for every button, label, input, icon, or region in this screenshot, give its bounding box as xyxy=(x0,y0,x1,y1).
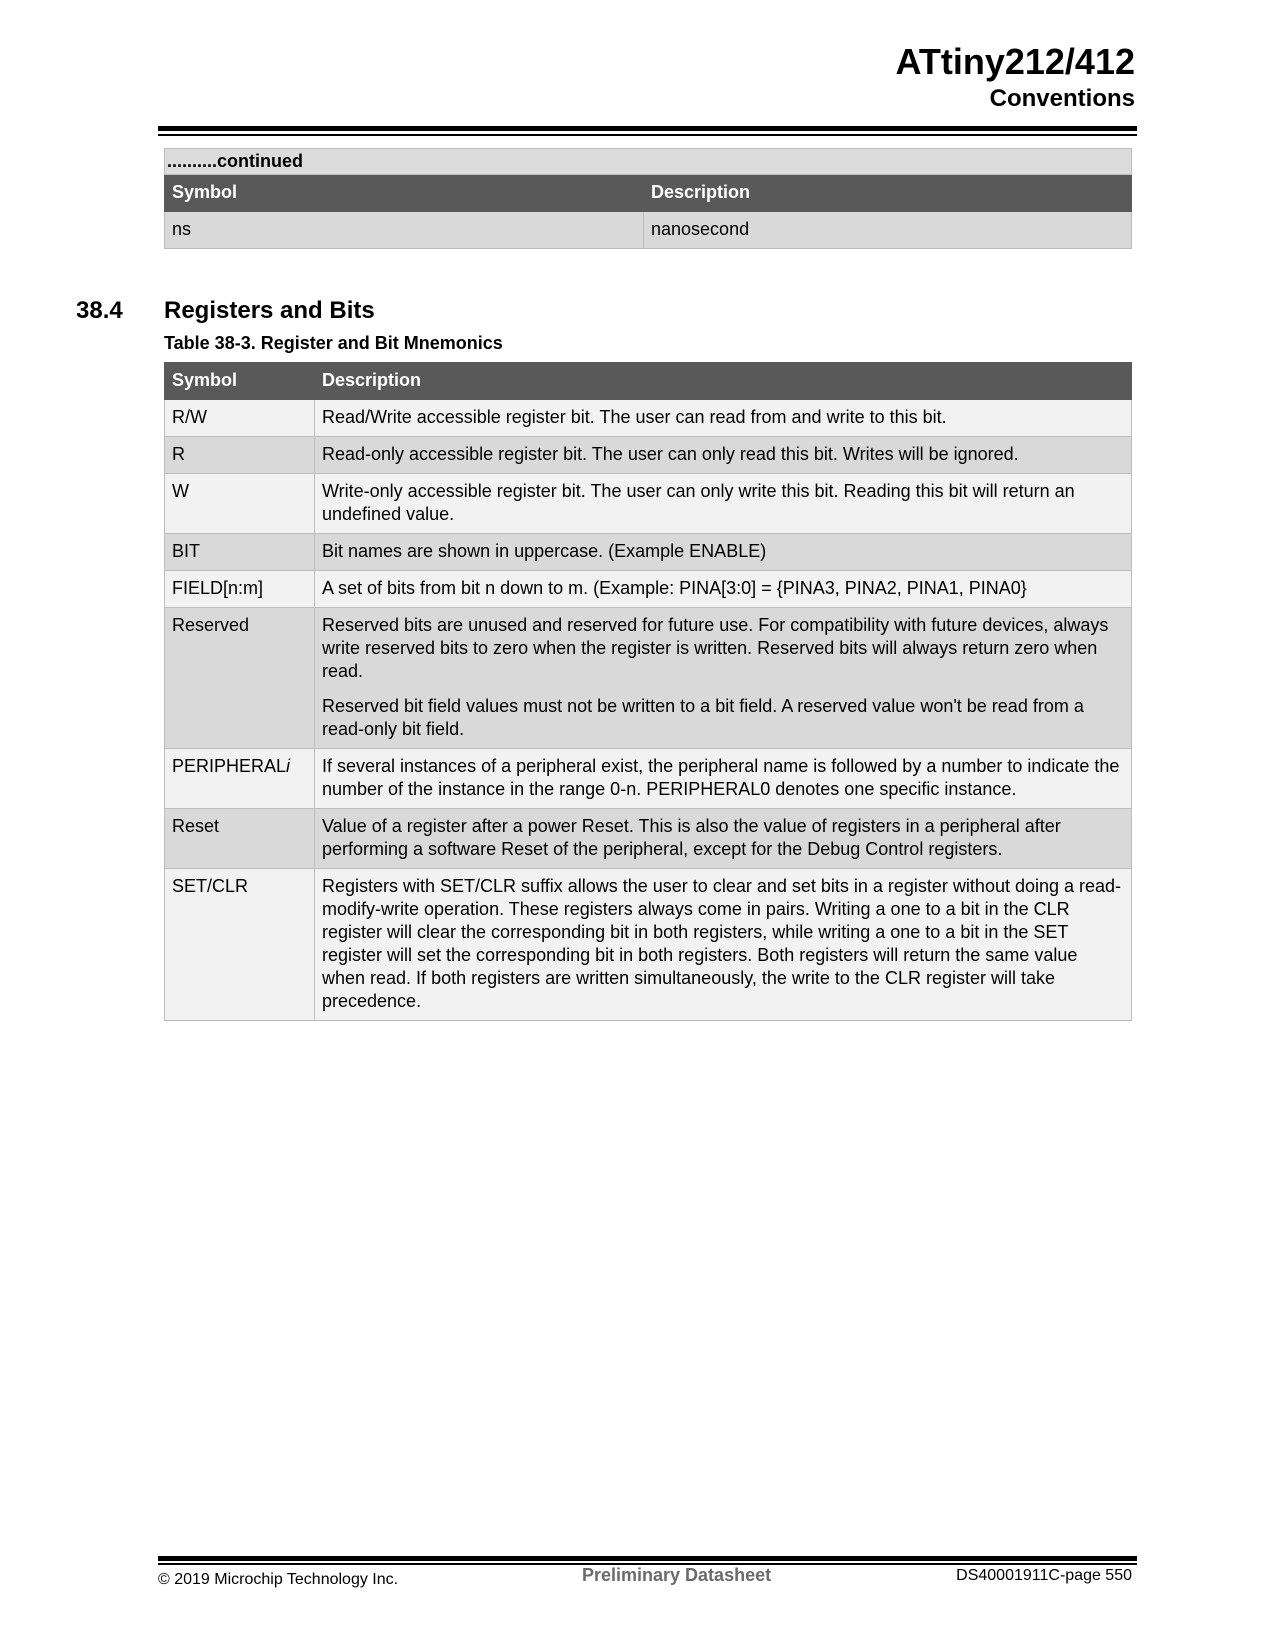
description-paragraph: Bit names are shown in uppercase. (Example ENABLE) xyxy=(322,541,767,561)
col-symbol: Symbol xyxy=(165,363,315,400)
table-row xyxy=(165,809,1132,869)
table-row xyxy=(165,437,1132,474)
symbol-cell xyxy=(165,608,315,749)
section-title: Registers and Bits xyxy=(164,297,375,324)
table-row xyxy=(165,869,1132,1021)
table-row xyxy=(165,534,1132,571)
symbol-text: PERIPHERAL xyxy=(172,756,287,776)
symbol-cell xyxy=(165,869,315,1021)
symbol-text: SET/CLR xyxy=(172,876,249,896)
symbol-text: Reset xyxy=(172,816,220,836)
description-paragraph: Read/Write accessible register bit. The user can read from and write to this bit. xyxy=(322,407,947,427)
page-header xyxy=(896,40,1135,114)
section-number: 38.4 xyxy=(76,297,123,324)
description-paragraph: Read-only accessible register bit. The user can only read this bit. Writes will be ignored. xyxy=(322,444,1019,464)
symbol-text: W xyxy=(172,481,189,501)
table-row xyxy=(165,400,1132,437)
continued-col-description: Description xyxy=(644,175,1132,212)
symbol-cell xyxy=(165,749,315,809)
continued-label: ..........continued xyxy=(165,149,1132,175)
symbol-cell xyxy=(165,571,315,608)
symbol-cell: ns xyxy=(165,212,644,249)
table-row xyxy=(165,608,1132,749)
footer-rule-thick xyxy=(158,1556,1137,1561)
description-paragraph: Write-only accessible register bit. The user can only write this bit. Reading this bit will return an undefined value. xyxy=(322,481,1075,524)
footer-status: Preliminary Datasheet xyxy=(582,1565,772,1585)
description-cell xyxy=(315,534,1132,571)
table-row xyxy=(165,571,1132,608)
description-paragraph: Registers with SET/CLR suffix allows the user to clear and set bits in a register without doing a read-modify-write operation. These registers always come in pairs. Writing a one to a bit in the CLR register will clear the corresponding bit in both registers, while writing a one to a bit in the SET register will set the corresponding bit in both registers. Both registers will return the same value when read. If both registers are written simultaneously, the write to the CLR register will take precedence. xyxy=(322,876,1122,1011)
description-cell xyxy=(315,809,1132,869)
symbol-cell xyxy=(165,437,315,474)
footer-page-ref: DS40001911C-page 550 xyxy=(956,1567,1132,1584)
description-cell xyxy=(315,437,1132,474)
description-cell xyxy=(315,869,1132,1021)
symbol-cell xyxy=(165,400,315,437)
description-paragraph: A set of bits from bit n down to m. (Example: PINA[3:0] = {PINA3, PINA2, PINA1, PINA0} xyxy=(322,578,1027,598)
table-row xyxy=(165,749,1132,809)
description-cell xyxy=(315,571,1132,608)
continued-table xyxy=(164,148,1132,249)
mnemonics-table xyxy=(164,362,1132,1021)
header-rule-thick xyxy=(158,126,1137,131)
symbol-text: R xyxy=(172,444,185,464)
symbol-text: R/W xyxy=(172,407,207,427)
section-heading xyxy=(76,297,375,325)
table-row xyxy=(165,212,1132,249)
description-cell xyxy=(315,608,1132,749)
header-rule-thin xyxy=(158,134,1137,136)
symbol-cell xyxy=(165,809,315,869)
header-section-title: Conventions xyxy=(989,85,1135,112)
symbol-text: FIELD[n:m] xyxy=(172,578,264,598)
symbol-text: Reserved xyxy=(172,615,250,635)
description-cell: nanosecond xyxy=(644,212,1132,249)
description-paragraph: Reserved bits are unused and reserved for future use. For compatibility with future devices, always write reserved bits to zero when the register is written. Reserved bits will always return zero when read. xyxy=(322,615,1109,681)
continued-col-symbol: Symbol xyxy=(165,175,644,212)
description-cell xyxy=(315,749,1132,809)
table-row xyxy=(165,474,1132,534)
col-description: Description xyxy=(315,363,1132,400)
symbol-text: BIT xyxy=(172,541,201,561)
table-caption: Table 38-3. Register and Bit Mnemonics xyxy=(164,333,503,353)
footer-copyright: © 2019 Microchip Technology Inc. xyxy=(158,1571,399,1588)
document-title: ATtiny212/412 xyxy=(895,41,1135,82)
description-paragraph: Reserved bit field values must not be written to a bit field. A reserved value won't be read from a read-only bit field. xyxy=(322,696,1084,739)
description-cell xyxy=(315,400,1132,437)
symbol-cell xyxy=(165,534,315,571)
description-paragraph: Value of a register after a power Reset. This is also the value of registers in a peripheral after performing a software Reset of the peripheral, except for the Debug Control registers. xyxy=(322,816,1061,859)
description-paragraph: If several instances of a peripheral exist, the peripheral name is followed by a number to indicate the number of the instance in the range 0-n. PERIPHERAL0 denotes one specific instance. xyxy=(322,756,1120,799)
symbol-suffix-italic: i xyxy=(286,756,291,776)
symbol-cell xyxy=(165,474,315,534)
description-cell xyxy=(315,474,1132,534)
